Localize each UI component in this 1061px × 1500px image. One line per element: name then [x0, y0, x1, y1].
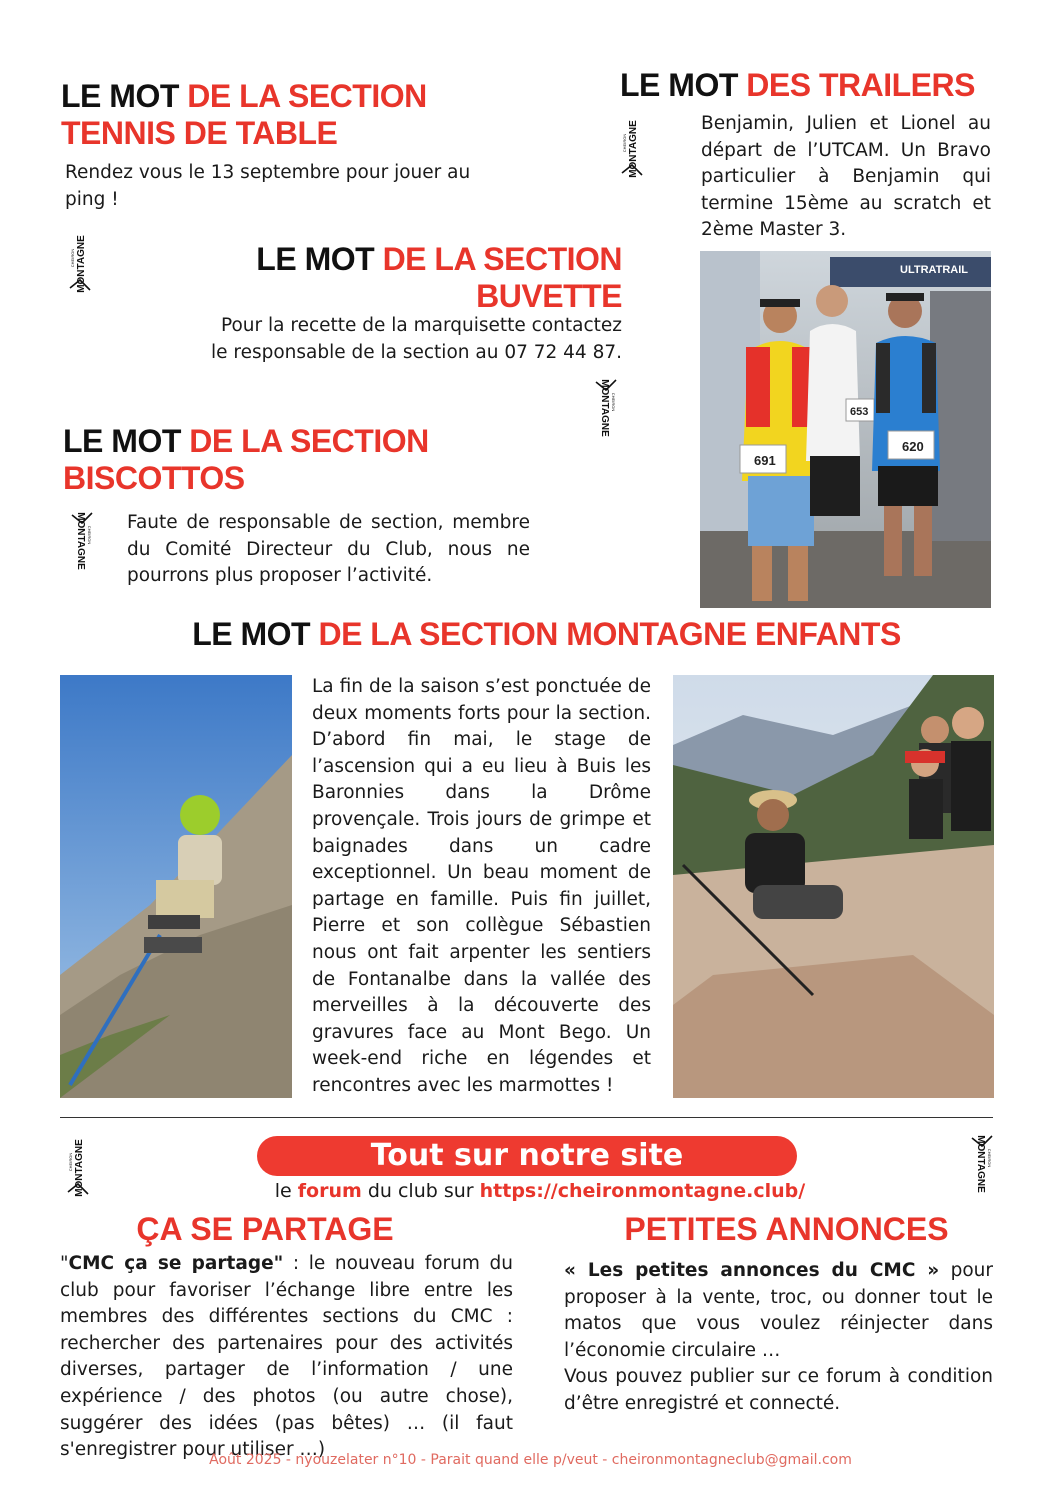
svg-text:MONTAGNE: MONTAGNE	[975, 1135, 986, 1193]
section-divider	[60, 1117, 993, 1118]
cheiron-montagne-logo	[968, 1128, 996, 1200]
svg-text:CHEIRON: CHEIRON	[87, 525, 92, 545]
tennis-section	[61, 78, 481, 152]
site-banner: Tout sur notre site	[257, 1136, 797, 1176]
bib-620: 620	[902, 439, 924, 454]
cheiron-montagne-logo	[592, 372, 620, 444]
svg-text:CHEIRON: CHEIRON	[987, 1148, 992, 1168]
svg-text:MONTAGNE: MONTAGNE	[599, 379, 610, 437]
trailers-photo	[700, 251, 991, 608]
mountain-guide-photo	[673, 675, 994, 1098]
tennis-text: Rendez vous le 13 septembre pour jouer au ping !	[65, 162, 471, 210]
partage-title: ÇA SE PARTAGE	[136, 1211, 394, 1247]
tennis-title: LE MOT DE LA SECTION TENNIS DE TABLE	[61, 78, 427, 151]
buvette-section	[222, 241, 622, 315]
trailers-text: Benjamin, Julien et Lionel au départ de l’UTCAM. Un Bravo particulier à Benjamin qui termine 15ème au scratch et 2ème Master 3.	[701, 113, 991, 241]
site-line: le forum du club sur https://cheironmontagne.club/	[274, 1180, 806, 1202]
svg-text:CHEIRON: CHEIRON	[611, 392, 616, 412]
forum-word: forum	[297, 1180, 362, 1202]
svg-text:CHEIRON: CHEIRON	[622, 133, 627, 153]
buvette-text: Pour la recette de la marquisette contactez le responsable de la section au 07 72 44 87.	[210, 315, 622, 363]
cheiron-montagne-logo	[64, 1132, 92, 1204]
trailers-title: LE MOT DES TRAILERS	[620, 67, 975, 103]
logo-small: CHEIRON	[70, 248, 75, 268]
svg-text:MONTAGNE: MONTAGNE	[74, 1139, 85, 1197]
annonces-title: PETITES ANNONCES	[624, 1211, 949, 1247]
biscottos-text: Faute de responsable de section, membre du Comité Directeur du Club, nous ne pourrons plus proposer l’activité.	[127, 512, 530, 587]
logo-big: MONTAGNE	[76, 235, 87, 293]
bib-653: 653	[850, 406, 869, 418]
biscottos-section	[63, 423, 483, 497]
climbing-child-photo	[60, 675, 292, 1098]
montagne-enfants-text: La fin de la saison s’est ponctuée de deux moments forts pour la section. D’abord fin mai, le stage de l’ascension qui a eu lieu à Buis les Baronnies dans la Drôme provençale. Trois jours de grimpe et baignades dans un cadre exceptionnel. Un beau moment de partage en famille. Puis fin juillet, Pierre et son collègue Sébastien nous ont fait arpenter les sentiers de Fontanalbe dans la vallée des merveilles à la découverte des gravures face au Mont Bego. Un week-end riche en légendes et rencontres avec les marmottes !	[312, 676, 651, 1096]
partage-text: "CMC ça se partage" : le nouveau forum du club pour favoriser l’échange libre entre les membres des différentes sections du CMC : rechercher des partenaires pour des activités diverses, partager de l’information / une expérience / des photos (ou autre chose), suggérer des idées (pas bêtes) … (il faut s'enregistrer pour utiliser …)	[60, 1253, 513, 1461]
biscottos-title: LE MOT DE LA SECTION BISCOTTOS	[63, 423, 429, 496]
cheiron-montagne-logo	[618, 113, 646, 185]
photo-banner: ULTRATRAIL	[900, 264, 969, 276]
svg-text:CHEIRON: CHEIRON	[68, 1152, 73, 1172]
bib-691: 691	[754, 453, 776, 468]
annonces-text: « Les petites annonces du CMC » pour proposer à la vente, troc, ou donner tout le matos que vous voulez réinjecter dans l’économie circulaire … Vous pouvez publier sur ce forum à condition d’être enregistré et connecté.	[564, 1260, 993, 1414]
montagne-enfants-title: LE MOT DE LA SECTION MONTAGNE ENFANTS	[192, 616, 901, 652]
cheiron-montagne-logo	[66, 228, 94, 300]
svg-text:MONTAGNE: MONTAGNE	[75, 512, 86, 570]
svg-text:MONTAGNE: MONTAGNE	[628, 120, 639, 178]
cheiron-montagne-logo	[68, 505, 96, 577]
page-footer: Août 2025 - nyouzelater n°10 - Parait quand elle p/veut - cheironmontagneclub@gmail.com	[209, 1452, 852, 1468]
buvette-title: LE MOT DE LA SECTION BUVETTE	[256, 241, 622, 314]
site-url-link[interactable]: https://cheironmontagne.club/	[479, 1180, 806, 1202]
